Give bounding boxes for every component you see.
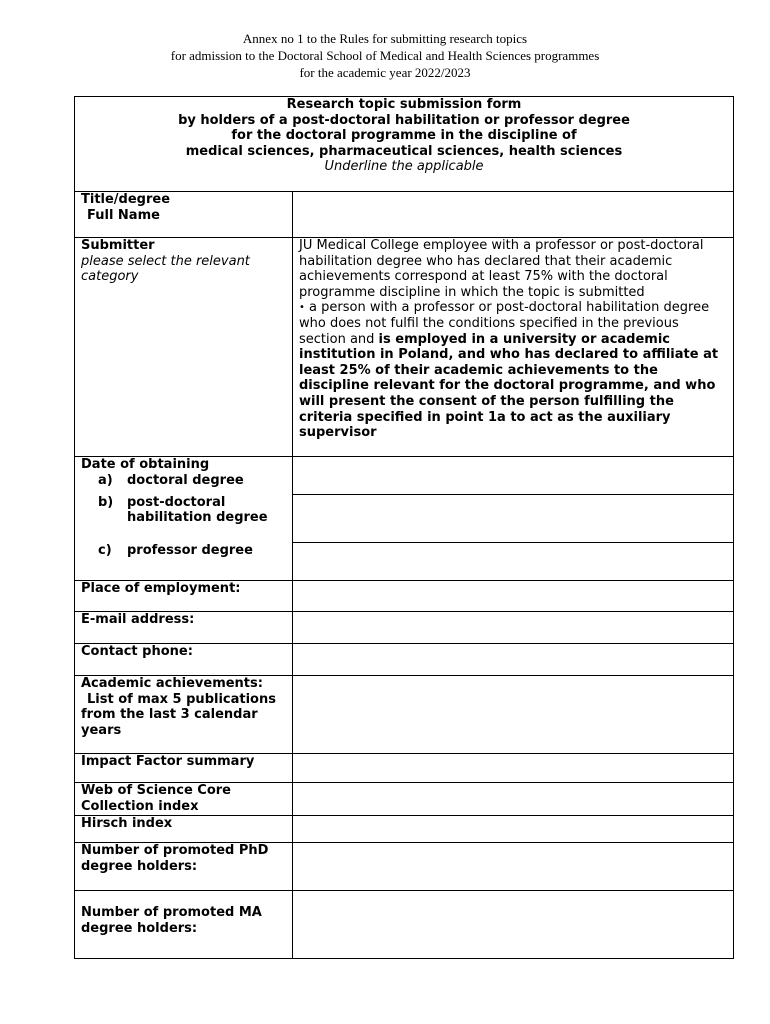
document-header	[0, 30, 770, 81]
email-field[interactable]	[293, 612, 734, 644]
achievements-label: Academic achievements:	[81, 676, 263, 691]
title-name-label-cell	[75, 192, 293, 238]
professor-degree-label: c) professor degree	[98, 542, 253, 558]
achievements-label-cell	[75, 676, 293, 754]
ma-holders-label: Number of promoted MA degree holders:	[81, 905, 262, 936]
submitter-option-external-text: a person with a professor or post-doctoral habilitation degree who does not fulfil the conditions specified in the previous section and	[299, 300, 710, 347]
doctoral-degree-label-cell	[75, 457, 293, 495]
header-line-2: for admission to the Doctoral School of Medical and Health Sciences programmes	[170, 48, 600, 63]
submitter-option-employee[interactable]: JU Medical College employee with a professor or post-doctoral habilitation degree who has declared that their academic achievements correspond at least 75% with the doctoral programme discipline in which the topic is submitted	[299, 238, 704, 300]
submission-form-table	[74, 96, 734, 959]
achievements-detail: List of max 5 publications from the last 3 calendar years	[81, 691, 276, 738]
ma-label-cell	[75, 891, 293, 959]
form-title-note: Underline the applicable	[324, 159, 484, 175]
hirsch-label-cell	[75, 816, 293, 843]
achievements-field[interactable]	[293, 676, 734, 754]
impact-factor-field[interactable]	[293, 754, 734, 783]
wos-index-field[interactable]	[293, 783, 734, 816]
email-label-cell	[75, 612, 293, 644]
place-label-cell	[75, 581, 293, 612]
header-line-3: for the academic year 2022/2023	[299, 65, 471, 80]
submitter-options-cell	[293, 238, 734, 457]
habilitation-degree-date-field[interactable]	[293, 495, 734, 543]
wos-index-label: Web of Science Core Collection index	[81, 783, 231, 814]
ma-holders-field[interactable]	[293, 891, 734, 959]
marker-a: a)	[98, 472, 113, 488]
professor-label-cell	[75, 543, 293, 581]
hirsch-index-label: Hirsch index	[81, 816, 173, 831]
habilitation-degree-label: b) post-doctoral habilitation degree	[98, 494, 268, 526]
habilitation-label-cell	[75, 495, 293, 543]
phd-holders-label: Number of promoted PhD degree holders:	[81, 843, 269, 874]
wos-label-cell	[75, 783, 293, 816]
form-title	[75, 97, 734, 192]
place-of-employment-label: Place of employment:	[81, 581, 241, 596]
email-label: E-mail address:	[81, 612, 195, 627]
form-title-line: by holders of a post-doctoral habilitation or professor degree	[178, 112, 630, 128]
form-title-line: Research topic submission form	[286, 97, 522, 112]
doctoral-degree-label: a) doctoral degree	[98, 472, 244, 488]
phd-label-cell	[75, 843, 293, 891]
doctoral-degree-date-field[interactable]	[293, 457, 734, 495]
impact-factor-label: Impact Factor summary	[81, 754, 255, 769]
submitter-option-external-bold: is employed in a university or academic institution in Poland, and who has declared to affiliate at least 25% of their academic achievements to the discipline relevant for the doctoral programme, and who will present the consent of the person fulfilling the criteria specified in point 1a to act as the auxiliary supervisor	[299, 331, 719, 441]
professor-degree-date-field[interactable]	[293, 543, 734, 581]
bullet-icon: •	[299, 302, 305, 314]
date-of-obtaining-label: Date of obtaining	[81, 457, 210, 472]
marker-c: c)	[98, 542, 112, 558]
header-line-1: Annex no 1 to the Rules for submitting research topics	[242, 31, 528, 46]
place-of-employment-field[interactable]	[293, 581, 734, 612]
submitter-label-cell	[75, 238, 293, 457]
phone-label-cell	[75, 644, 293, 676]
full-name-label: Full Name	[87, 207, 160, 223]
phd-holders-field[interactable]	[293, 843, 734, 891]
marker-b: b)	[98, 494, 114, 510]
title-name-field[interactable]	[293, 192, 734, 238]
phone-field[interactable]	[293, 644, 734, 676]
submitter-label: Submitter	[81, 238, 155, 253]
submitter-option-external[interactable]	[299, 300, 727, 440]
form-title-line: medical sciences, pharmaceutical sciences, health sciences	[185, 143, 623, 159]
submitter-hint: please select the relevant category	[81, 253, 250, 285]
hirsch-index-field[interactable]	[293, 816, 734, 843]
phone-label: Contact phone:	[81, 644, 193, 659]
title-degree-label: Title/degree	[81, 192, 171, 207]
impact-factor-label-cell	[75, 754, 293, 783]
form-title-line: for the doctoral programme in the discipline of	[231, 128, 577, 144]
